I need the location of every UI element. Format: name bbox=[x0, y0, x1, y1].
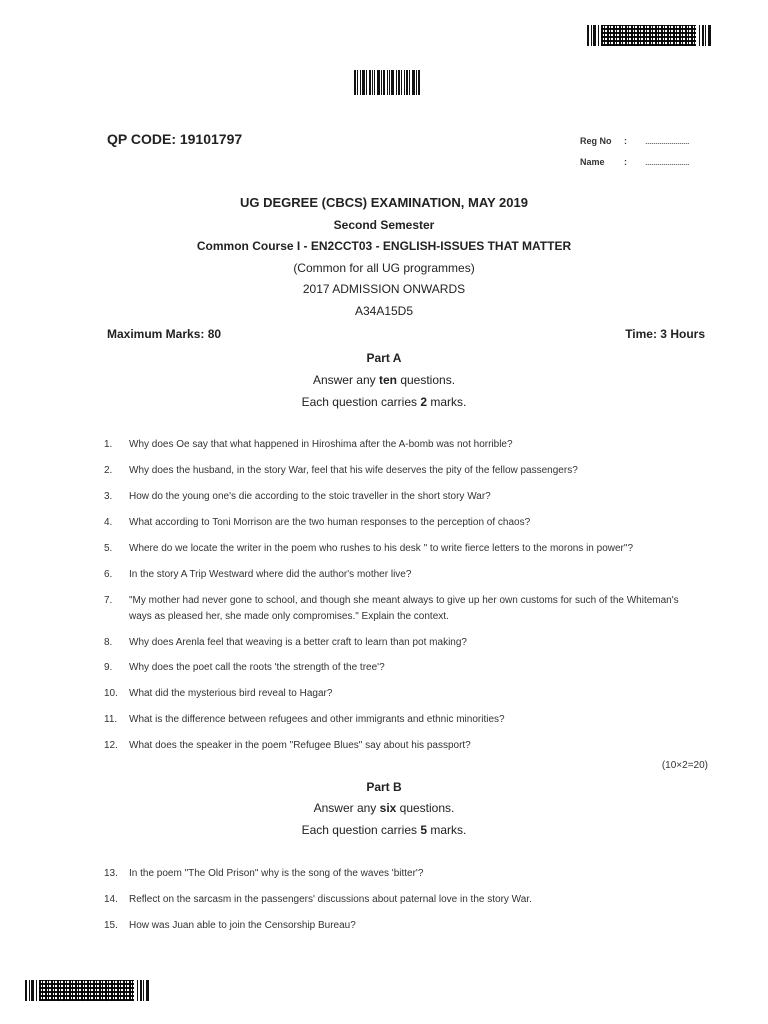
question-text: Why does the poet call the roots 'the strength of the tree'? bbox=[129, 662, 385, 673]
question-number: 10. bbox=[104, 688, 118, 699]
barcode-pattern bbox=[601, 25, 696, 46]
reg-no-dots: ...................... bbox=[645, 136, 690, 146]
question-text: How do the young one's die according to the stoic traveller in the short story War? bbox=[129, 491, 491, 502]
part-b-answer-post: questions. bbox=[396, 801, 455, 815]
question-text: In the story A Trip Westward where did the author's mother live? bbox=[129, 569, 412, 580]
part-a-carry-pre: Each question carries bbox=[301, 395, 421, 409]
part-a-title: Part A bbox=[366, 351, 402, 365]
reg-no-row bbox=[580, 136, 690, 146]
part-a-marks-scheme: (10×2=20) bbox=[661, 760, 708, 771]
question-number: 2. bbox=[104, 465, 113, 476]
question-text: What according to Toni Morrison are the two human responses to the perception of chaos? bbox=[129, 517, 531, 528]
reg-no-label: Reg No bbox=[580, 136, 612, 146]
question-number: 3. bbox=[104, 491, 113, 502]
part-b-answer-pre: Answer any bbox=[313, 801, 380, 815]
name-row bbox=[580, 157, 690, 167]
admission-note: 2017 ADMISSION ONWARDS bbox=[302, 282, 466, 296]
question-text: In the poem "The Old Prison" why is the song of the waves 'bitter'? bbox=[129, 868, 424, 879]
part-a-carry-post: marks. bbox=[427, 395, 467, 409]
question-number: 15. bbox=[104, 920, 118, 931]
question-text: Why does Oe say that what happened in Hiroshima after the A-bomb was not horrible? bbox=[129, 439, 513, 450]
part-b-answer-instruction bbox=[0, 801, 768, 815]
question-number: 11. bbox=[104, 714, 118, 725]
question-text: What does the speaker in the poem "Refugee Blues" say about his passport? bbox=[129, 740, 471, 751]
part-a-answer-instruction bbox=[0, 373, 768, 387]
exam-title: UG DEGREE (CBCS) EXAMINATION, MAY 2019 bbox=[240, 195, 528, 210]
exam-time: Time: 3 Hours bbox=[625, 327, 705, 341]
question-number: 14. bbox=[104, 894, 118, 905]
question-number: 8. bbox=[104, 637, 113, 648]
common-note: (Common for all UG programmes) bbox=[293, 261, 475, 275]
part-b-carry-marks: 5 bbox=[420, 823, 428, 837]
reg-no-colon: : bbox=[624, 136, 627, 146]
question-text: How was Juan able to join the Censorship Bureau? bbox=[129, 920, 356, 931]
question-number: 12. bbox=[104, 740, 118, 751]
maximum-marks: Maximum Marks: 80 bbox=[107, 327, 222, 341]
part-a-marks-instruction bbox=[0, 395, 768, 409]
question-number: 13. bbox=[104, 868, 118, 879]
barcode-top-right bbox=[587, 25, 717, 46]
name-colon: : bbox=[624, 157, 627, 167]
part-b-answer-count: six bbox=[379, 801, 397, 815]
part-b-title: Part B bbox=[366, 780, 402, 794]
question-text: Why does the husband, in the story War, feel that his wife deserves the pity of the fellow passengers? bbox=[129, 465, 578, 476]
question-number: 1. bbox=[104, 439, 113, 450]
part-a-answer-post: questions. bbox=[396, 373, 456, 387]
question-number: 9. bbox=[104, 662, 113, 673]
question-number: 4. bbox=[104, 517, 113, 528]
exam-code: A34A15D5 bbox=[354, 304, 414, 318]
semester: Second Semester bbox=[333, 218, 435, 232]
barcode-center bbox=[354, 70, 430, 95]
question-number: 5. bbox=[104, 543, 113, 554]
part-b-marks-instruction bbox=[0, 823, 768, 837]
question-number: 6. bbox=[104, 569, 113, 580]
part-a-carry-marks: 2 bbox=[420, 395, 428, 409]
question-text: Why does Arenla feel that weaving is a better craft to learn than pot making? bbox=[129, 637, 467, 648]
barcode-pattern bbox=[39, 980, 134, 1001]
question-text: Where do we locate the writer in the poem who rushes to his desk " to write fierce letters to the morons in power"? bbox=[129, 543, 633, 554]
question-text: What is the difference between refugees and other immigrants and ethnic minorities? bbox=[129, 714, 505, 725]
question-text: What did the mysterious bird reveal to Hagar? bbox=[129, 688, 333, 699]
name-dots: ...................... bbox=[645, 157, 690, 167]
question-number: 7. bbox=[104, 595, 113, 606]
question-text: "My mother had never gone to school, and though she meant always to give up her own customs for such of the Whiteman's ways as pleased her, she made only compromises." Explain the context. bbox=[129, 595, 679, 622]
part-a-answer-count: ten bbox=[378, 373, 397, 387]
qp-code: QP CODE: 19101797 bbox=[107, 131, 243, 147]
name-label: Name bbox=[580, 157, 605, 167]
part-b-carry-pre: Each question carries bbox=[301, 823, 421, 837]
barcode-bottom-left bbox=[25, 980, 155, 1001]
part-b-carry-post: marks. bbox=[427, 823, 467, 837]
question-text: Reflect on the sarcasm in the passengers' discussions about paternal love in the story War. bbox=[129, 894, 532, 905]
course-title: Common Course I - EN2CCT03 - ENGLISH-ISSUES THAT MATTER bbox=[196, 239, 572, 253]
part-a-answer-pre: Answer any bbox=[312, 373, 379, 387]
